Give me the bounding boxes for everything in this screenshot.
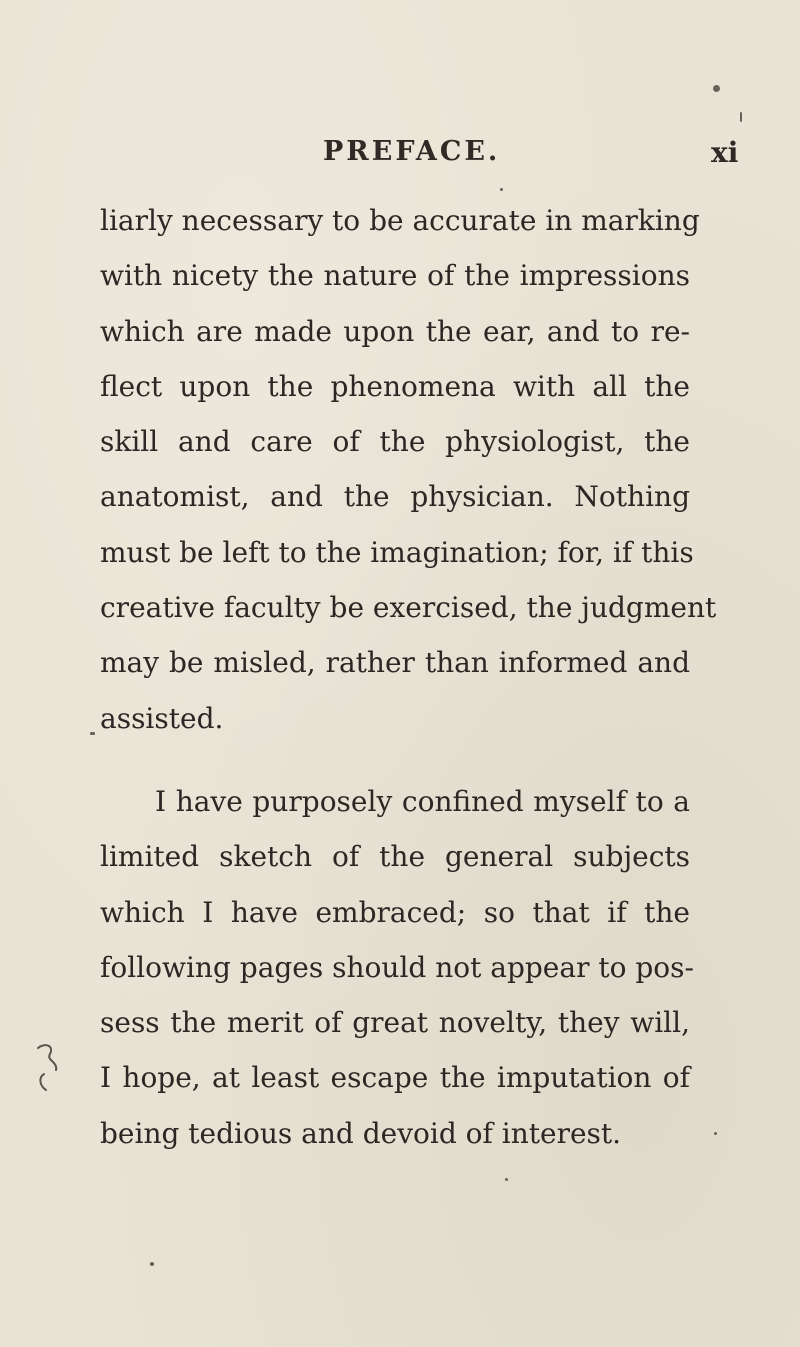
- text-line: skill and care of the physiologist, the: [100, 425, 690, 459]
- paper-speck: [150, 1262, 154, 1266]
- text-line: with nicety the nature of the impressions: [100, 259, 690, 293]
- text-line: liarly necessary to be accurate in marking: [100, 204, 700, 237]
- text-line: creative faculty be exercised, the judgment: [100, 591, 717, 625]
- text-line: anatomist, and the physician. Nothing: [100, 480, 690, 514]
- running-head: PREFACE.: [323, 136, 501, 167]
- paper-speck: [500, 188, 503, 191]
- text-line: flect upon the phenomena with all the: [100, 369, 690, 403]
- text-line: limited sketch of the general subjects: [100, 840, 690, 874]
- ink-scribble: [28, 1040, 68, 1100]
- text-line: which I have embraced; so that if the: [100, 895, 690, 929]
- text-line: which are made upon the ear, and to re-: [100, 314, 690, 348]
- text-line: must be left to the imagination; for, if this: [100, 535, 694, 569]
- paper-speck: [505, 1178, 508, 1181]
- paragraph-2: [100, 774, 694, 1161]
- body-text: [100, 193, 717, 1161]
- text-line: I have purposely confined myself to a: [155, 784, 690, 818]
- page-header: [0, 136, 800, 176]
- text-line: being tedious and devoid of interest.: [100, 1116, 622, 1150]
- paper-speck: [740, 112, 742, 122]
- text-line: assisted.: [100, 701, 224, 735]
- text-line: I hope, at least escape the imputation of: [100, 1061, 690, 1095]
- text-line: sess the merit of great novelty, they will,: [100, 1006, 690, 1040]
- text-line: following pages should not appear to pos-: [100, 950, 694, 984]
- page-number: xi: [711, 136, 739, 169]
- text-line: may be misled, rather than informed and: [100, 646, 690, 680]
- paragraph-gap: [100, 746, 690, 774]
- paper-speck: [714, 1132, 717, 1135]
- paragraph-1: [100, 193, 717, 746]
- paper-speck: [713, 85, 720, 92]
- paper-speck: [90, 732, 95, 735]
